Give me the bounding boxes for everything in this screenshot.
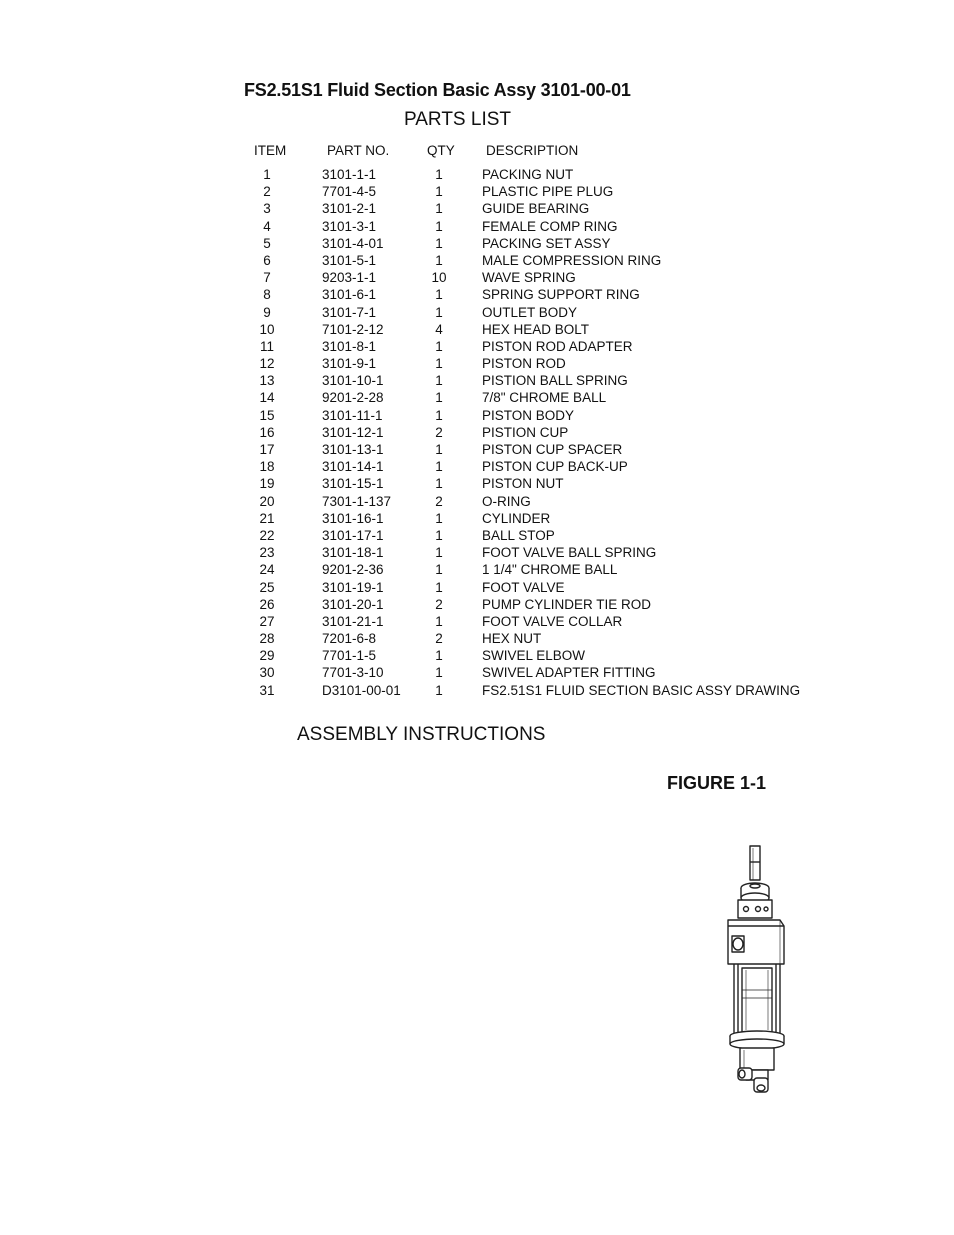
cell-part-no: 7301-1-137 [322,493,392,509]
cell-qty: 1 [435,252,443,268]
cell-part-no: 3101-5-1 [322,252,377,268]
cell-description: 7/8" CHROME BALL [482,390,607,406]
cell-qty: 2 [435,424,443,440]
cell-description: PACKING NUT [482,167,574,182]
table-row [0,613,954,630]
assembly-instructions-heading: ASSEMBLY INSTRUCTIONS [297,724,546,745]
cell-part-no: 9201-2-28 [322,390,384,406]
cell-part-no: 3101-21-1 [322,613,384,629]
table-row [0,166,954,183]
cell-description: 1 1/4" CHROME BALL [482,562,618,578]
cell-qty: 2 [435,493,443,509]
cell-part-no: 3101-11-1 [322,407,383,423]
cell-item: 27 [259,613,275,629]
cell-qty: 2 [435,596,443,612]
table-row [0,458,954,475]
cell-description: MALE COMPRESSION RING [482,252,662,268]
table-row [0,286,954,303]
cell-part-no: 3101-19-1 [322,579,384,595]
cell-part-no: 3101-1-1 [322,167,377,182]
cell-item: 20 [259,493,275,509]
cell-part-no: 3101-6-1 [322,287,377,303]
cell-part-no: 3101-8-1 [322,338,377,354]
table-row [0,647,954,664]
table-row [0,321,954,338]
cell-qty: 1 [435,201,443,217]
document-title: FS2.51S1 Fluid Section Basic Assy 3101-00-01 [244,80,631,100]
table-row [0,510,954,527]
cell-item: 31 [259,682,275,698]
cell-item: 26 [259,596,275,612]
cell-description: PISTON CUP SPACER [482,442,623,457]
cell-description: PISTON ROD ADAPTER [482,338,633,354]
cell-item: 24 [259,562,275,578]
cell-part-no: 3101-14-1 [322,459,384,475]
table-row [0,269,954,286]
cell-qty: 1 [435,545,443,561]
cell-item: 17 [259,442,275,457]
table-row [0,407,954,424]
cell-qty: 1 [435,235,443,251]
cell-description: O-RING [482,493,531,509]
cell-description: FOOT VALVE COLLAR [482,613,623,629]
cell-part-no: 3101-12-1 [322,424,384,440]
table-row [0,304,954,321]
cell-description: PLASTIC PIPE PLUG [482,184,614,200]
cell-qty: 1 [435,407,443,423]
parts-table [0,166,954,699]
cell-description: PISTION CUP [482,424,569,440]
table-row [0,475,954,492]
header-qty: QTY [427,143,455,158]
cell-qty: 1 [435,218,443,234]
cell-description: SWIVEL ADAPTER FITTING [482,665,656,681]
cell-part-no: 3101-13-1 [322,442,384,457]
table-row [0,441,954,458]
cell-description: PISTON NUT [482,476,564,492]
table-row [0,235,954,252]
cell-item: 28 [259,631,275,647]
cell-qty: 1 [435,510,443,526]
cell-qty: 1 [435,562,443,578]
cell-part-no: 7101-2-12 [322,321,384,337]
cell-item: 6 [263,252,271,268]
cell-description: PUMP CYLINDER TIE ROD [482,596,652,612]
cell-part-no: 7201-6-8 [322,631,377,647]
table-row [0,493,954,510]
cell-description: FOOT VALVE BALL SPRING [482,545,657,561]
cell-part-no: 3101-9-1 [322,356,377,372]
cell-part-no: D3101-00-01 [322,682,401,698]
cell-item: 25 [259,579,275,595]
cell-description: GUIDE BEARING [482,201,590,217]
cell-item: 15 [259,407,275,423]
cell-qty: 1 [435,356,443,372]
header-description: DESCRIPTION [486,143,579,158]
cell-item: 12 [259,356,275,372]
header-part-no: PART NO. [327,143,390,158]
cell-description: PISTON BODY [482,407,575,423]
cell-part-no: 3101-18-1 [322,545,384,561]
cell-description: CYLINDER [482,510,551,526]
cell-qty: 1 [435,579,443,595]
cell-description: PISTION BALL SPRING [482,373,628,389]
cell-description: FS2.51S1 FLUID SECTION BASIC ASSY DRAWING [482,682,801,698]
cell-part-no: 7701-1-5 [322,648,377,664]
cell-item: 2 [263,184,271,200]
cell-qty: 2 [435,631,443,647]
cell-part-no: 7701-4-5 [322,184,377,200]
cell-qty: 1 [435,459,443,475]
cell-qty: 1 [435,304,443,320]
cell-description: BALL STOP [482,527,555,543]
fluid-section-assembly-drawing [700,840,810,1100]
table-row [0,389,954,406]
cell-qty: 1 [435,527,443,543]
cell-item: 3 [263,201,271,217]
table-header-row [0,143,954,161]
figure-label: FIGURE 1-1 [667,773,767,793]
cell-description: WAVE SPRING [482,270,576,286]
cell-qty: 1 [435,167,443,182]
cell-description: PISTON CUP BACK-UP [482,459,628,475]
cell-qty: 1 [435,648,443,664]
cell-part-no: 3101-15-1 [322,476,384,492]
cell-qty: 1 [435,184,443,200]
table-row [0,218,954,235]
cell-qty: 4 [435,321,443,337]
cell-part-no: 9201-2-36 [322,562,384,578]
table-row [0,682,954,699]
table-row [0,544,954,561]
cell-item: 9 [263,304,271,320]
table-row [0,561,954,578]
header-item: ITEM [254,143,287,158]
cell-item: 11 [259,338,274,354]
cell-qty: 1 [435,442,443,457]
table-row [0,596,954,613]
cell-description: HEX HEAD BOLT [482,321,590,337]
cell-item: 30 [259,665,275,681]
cell-part-no: 3101-20-1 [322,596,384,612]
parts-list-heading: PARTS LIST [404,109,511,130]
cell-item: 16 [259,424,275,440]
table-row [0,664,954,681]
cell-qty: 1 [435,373,443,389]
cell-description: PISTON ROD [482,356,566,372]
table-row [0,338,954,355]
cell-description: SPRING SUPPORT RING [482,287,640,303]
cell-item: 13 [259,373,275,389]
cell-description: PACKING SET ASSY [482,235,611,251]
cell-part-no: 3101-10-1 [322,373,384,389]
table-row [0,579,954,596]
cell-qty: 1 [435,665,443,681]
cell-description: OUTLET BODY [482,304,578,320]
cell-qty: 1 [435,682,443,698]
table-row [0,630,954,647]
cell-description: HEX NUT [482,631,542,647]
cell-description: FEMALE COMP RING [482,218,618,234]
cell-part-no: 9203-1-1 [322,270,377,286]
cell-part-no: 7701-3-10 [322,665,384,681]
cell-part-no: 3101-7-1 [322,304,377,320]
cell-part-no: 3101-17-1 [322,527,384,543]
cell-description: SWIVEL ELBOW [482,648,586,664]
cell-qty: 1 [435,338,443,354]
cell-item: 5 [263,235,271,251]
table-row [0,372,954,389]
cell-part-no: 3101-2-1 [322,201,377,217]
table-row [0,527,954,544]
cell-item: 19 [259,476,275,492]
cell-qty: 10 [431,270,447,286]
cell-item: 14 [259,390,275,406]
cell-item: 10 [259,321,275,337]
cell-part-no: 3101-16-1 [322,510,384,526]
table-row [0,355,954,372]
cell-qty: 1 [435,476,443,492]
cell-item: 21 [259,510,275,526]
cell-item: 23 [259,545,275,561]
table-row [0,252,954,269]
cell-qty: 1 [435,390,443,406]
cell-qty: 1 [435,613,443,629]
cell-item: 18 [259,459,275,475]
cell-item: 4 [263,218,271,234]
table-row [0,424,954,441]
cell-item: 29 [259,648,275,664]
cell-part-no: 3101-3-1 [322,218,377,234]
table-row [0,200,954,217]
cell-item: 7 [263,270,271,286]
cell-description: FOOT VALVE [482,579,565,595]
cell-item: 22 [259,527,275,543]
cell-qty: 1 [435,287,443,303]
cell-part-no: 3101-4-01 [322,235,384,251]
cell-item: 8 [263,287,271,303]
table-row [0,183,954,200]
cell-item: 1 [263,167,271,182]
